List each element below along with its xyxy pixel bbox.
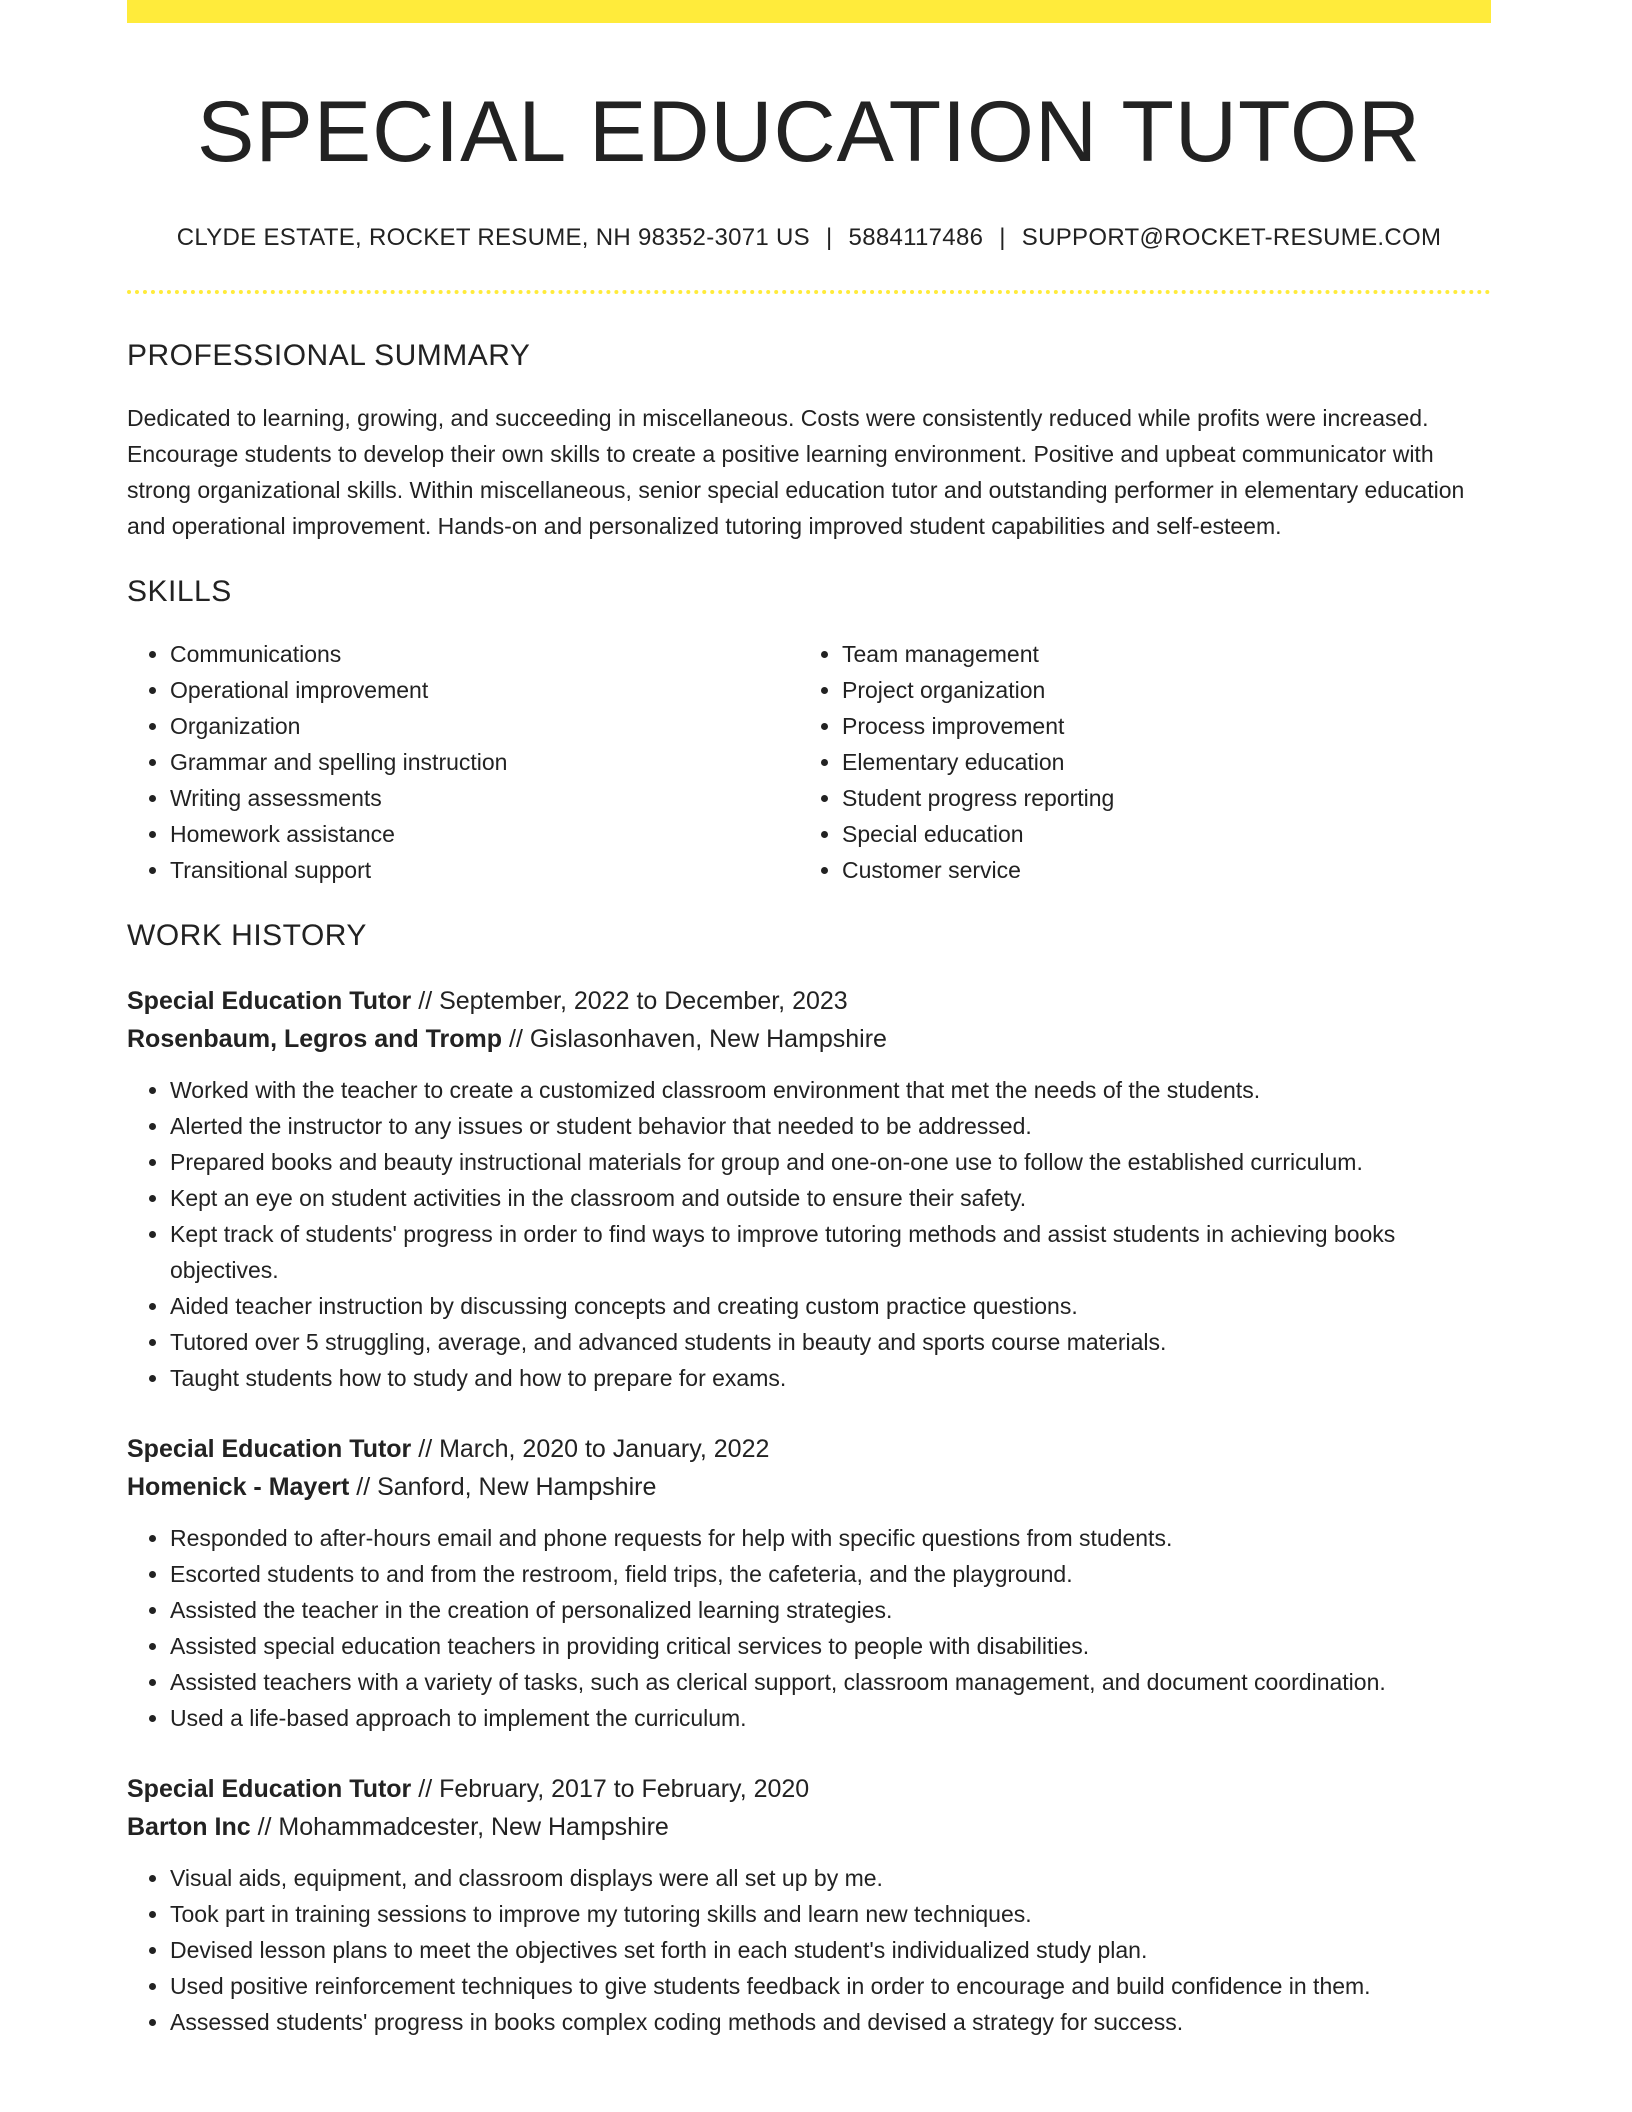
- job-bullet: • Kept track of students' progress in order to find ways to improve tutoring methods and assist students in achieving books objectives.: [170, 1216, 1491, 1288]
- skill-item: • Operational improvement: [170, 672, 799, 708]
- job-bullet: • Aided teacher instruction by discussing concepts and creating custom practice questions.: [170, 1288, 1491, 1324]
- job-title-line: [127, 1430, 1491, 1468]
- job-entry: [127, 982, 1491, 1396]
- dotted-divider: [127, 290, 1491, 294]
- job-company-line: [127, 1020, 1491, 1058]
- skill-item: • Communications: [170, 636, 799, 672]
- job-location: // Gislasonhaven, New Hampshire: [502, 1025, 887, 1054]
- skill-item: • Process improvement: [842, 708, 1471, 744]
- accent-top-bar: [127, 0, 1491, 23]
- skill-item: • Writing assessments: [170, 780, 799, 816]
- job-bullet: • Assessed students' progress in books complex coding methods and devised a strategy for success.: [170, 2004, 1491, 2040]
- job-dates: // March, 2020 to January, 2022: [411, 1435, 770, 1464]
- job-bullet: • Visual aids, equipment, and classroom displays were all set up by me.: [170, 1860, 1491, 1896]
- contact-address: CLYDE ESTATE, ROCKET RESUME, NH 98352-3071 US: [176, 223, 810, 251]
- job-bullet: • Assisted the teacher in the creation of personalized learning strategies.: [170, 1592, 1491, 1628]
- job-company: Rosenbaum, Legros and Tromp: [127, 1025, 503, 1054]
- job-bullet: • Escorted students to and from the restroom, field trips, the cafeteria, and the playground.: [170, 1556, 1491, 1592]
- job-role: Special Education Tutor: [127, 1435, 412, 1464]
- skills-grid: [127, 636, 1491, 888]
- job-dates: // September, 2022 to December, 2023: [411, 987, 848, 1016]
- job-title-line: [127, 982, 1491, 1020]
- job-role: Special Education Tutor: [127, 987, 412, 1016]
- job-bullet-list: [127, 1860, 1491, 2040]
- skill-item: • Team management: [842, 636, 1471, 672]
- job-bullet-list: [127, 1520, 1491, 1736]
- skill-item: • Customer service: [842, 852, 1471, 888]
- contact-separator: |: [999, 223, 1006, 251]
- job-bullet: • Used a life-based approach to implement the curriculum.: [170, 1700, 1491, 1736]
- skills-column-left: [127, 636, 799, 888]
- skill-item: • Project organization: [842, 672, 1471, 708]
- job-bullet: • Assisted teachers with a variety of tasks, such as clerical support, classroom management, and document coordination.: [170, 1664, 1491, 1700]
- contact-email: SUPPORT@ROCKET-RESUME.COM: [1021, 223, 1442, 251]
- job-dates: // February, 2017 to February, 2020: [411, 1775, 810, 1804]
- skill-item: • Organization: [170, 708, 799, 744]
- work-history-heading: WORK HISTORY: [127, 919, 367, 953]
- job-entry: [127, 1430, 1491, 1736]
- job-company: Homenick - Mayert: [127, 1473, 350, 1502]
- skill-item: • Transitional support: [170, 852, 799, 888]
- job-bullet: • Kept an eye on student activities in the classroom and outside to ensure their safety.: [170, 1180, 1491, 1216]
- skill-item: • Elementary education: [842, 744, 1471, 780]
- job-bullet: • Took part in training sessions to improve my tutoring skills and learn new techniques.: [170, 1896, 1491, 1932]
- job-company: Barton Inc: [127, 1813, 251, 1842]
- job-bullet: • Assisted special education teachers in providing critical services to people with disabilities.: [170, 1628, 1491, 1664]
- job-bullet: • Worked with the teacher to create a customized classroom environment that met the needs of the students.: [170, 1072, 1491, 1108]
- skill-item: • Student progress reporting: [842, 780, 1471, 816]
- skill-item: • Grammar and spelling instruction: [170, 744, 799, 780]
- skills-column-right: [799, 636, 1471, 888]
- job-location: // Sanford, New Hampshire: [349, 1473, 657, 1502]
- job-role: Special Education Tutor: [127, 1775, 412, 1804]
- job-bullet: • Devised lesson plans to meet the objectives set forth in each student's individualized study plan.: [170, 1932, 1491, 1968]
- skill-item: • Special education: [842, 816, 1471, 852]
- job-company-line: [127, 1808, 1491, 1846]
- contact-line: [127, 224, 1491, 253]
- contact-phone: 5884117486: [848, 223, 984, 251]
- job-title-line: [127, 1770, 1491, 1808]
- job-bullet: • Alerted the instructor to any issues or student behavior that needed to be addressed.: [170, 1108, 1491, 1144]
- job-bullet: • Prepared books and beauty instructional materials for group and one-on-one use to follow the established curriculum.: [170, 1144, 1491, 1180]
- job-bullet-list: [127, 1072, 1491, 1396]
- job-bullet: • Tutored over 5 struggling, average, and advanced students in beauty and sports course materials.: [170, 1324, 1491, 1360]
- resume-title: SPECIAL EDUCATION TUTOR: [196, 84, 1422, 180]
- job-company-line: [127, 1468, 1491, 1506]
- contact-separator: |: [826, 223, 833, 251]
- skill-item: • Homework assistance: [170, 816, 799, 852]
- job-bullet: • Taught students how to study and how to prepare for exams.: [170, 1360, 1491, 1396]
- job-bullet: • Responded to after-hours email and phone requests for help with specific questions from students.: [170, 1520, 1491, 1556]
- summary-heading: PROFESSIONAL SUMMARY: [127, 339, 531, 373]
- job-entry: [127, 1770, 1491, 2040]
- resume-page: [127, 0, 1491, 2040]
- summary-text: Dedicated to learning, growing, and succeeding in miscellaneous. Costs were consistently reduced while profits were increased. Encourage students to develop their own skills to create a positive learning environment. Positive and upbeat communicator with strong organizational skills. Within miscellaneous, senior special education tutor and outstanding performer in elementary education and operational improvement. Hands-on and personalized tutoring improved student capabilities and self-esteem.: [127, 405, 1465, 540]
- job-bullet: • Used positive reinforcement techniques to give students feedback in order to encourage and build confidence in them.: [170, 1968, 1491, 2004]
- job-location: // Mohammadcester, New Hampshire: [250, 1813, 669, 1842]
- skills-heading: SKILLS: [127, 575, 232, 609]
